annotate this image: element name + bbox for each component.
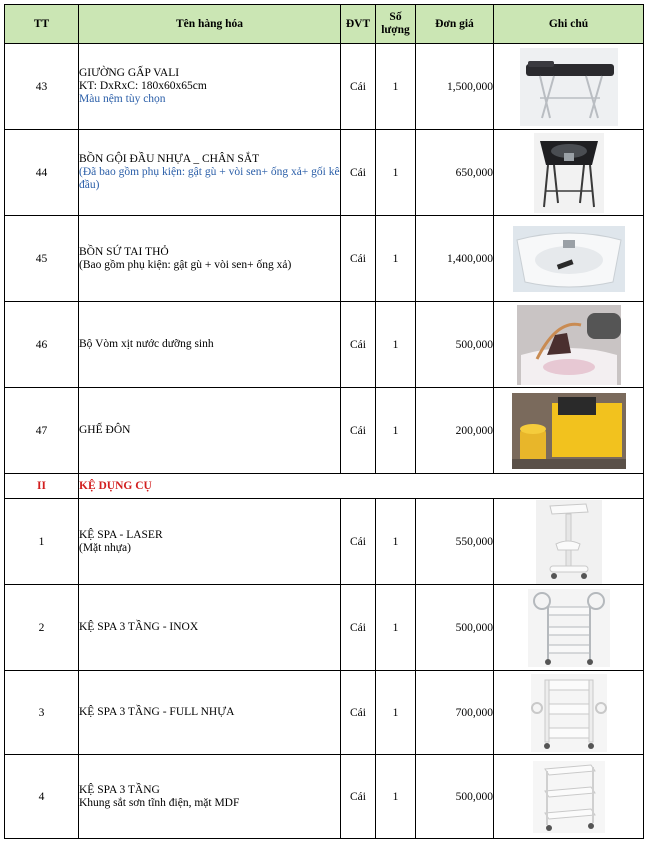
stool-photo bbox=[512, 393, 626, 469]
row-price: 1,400,000 bbox=[416, 216, 494, 302]
table-row bbox=[5, 671, 644, 755]
table-row bbox=[5, 216, 644, 302]
table-row bbox=[5, 44, 644, 130]
row-qty: 1 bbox=[376, 499, 416, 585]
row-tt: 43 bbox=[5, 44, 79, 130]
row-name-cell bbox=[79, 499, 341, 585]
row-name-cell bbox=[79, 44, 341, 130]
table-row bbox=[5, 302, 644, 388]
header-name: Tên hàng hóa bbox=[79, 5, 341, 44]
row-sub: (Đã bao gồm phụ kiện: gật gù + vòi sen+ ống xả+ gối kê đầu) bbox=[79, 166, 340, 191]
row-qty: 1 bbox=[376, 388, 416, 474]
plastic-trolley-photo bbox=[531, 674, 607, 752]
row-qty: 1 bbox=[376, 130, 416, 216]
row-unit: Cái bbox=[341, 671, 376, 755]
row-image-cell bbox=[494, 585, 644, 671]
header-unit: ĐVT bbox=[341, 5, 376, 44]
row-unit: Cái bbox=[341, 585, 376, 671]
header-tt: TT bbox=[5, 5, 79, 44]
row-qty: 1 bbox=[376, 216, 416, 302]
row-tt: 47 bbox=[5, 388, 79, 474]
row-name: GIƯỜNG GẤP VALI bbox=[79, 67, 180, 79]
row-price: 550,000 bbox=[416, 499, 494, 585]
row-name: KỆ SPA - LASER bbox=[79, 528, 163, 541]
row-tt: 3 bbox=[5, 671, 79, 755]
row-image-cell bbox=[494, 216, 644, 302]
row-unit: Cái bbox=[341, 216, 376, 302]
row-qty: 1 bbox=[376, 44, 416, 130]
row-name: Bộ Vòm xịt nước dưỡng sinh bbox=[79, 338, 214, 350]
row-price: 650,000 bbox=[416, 130, 494, 216]
row-unit: Cái bbox=[341, 388, 376, 474]
row-qty: 1 bbox=[376, 755, 416, 839]
row-name-cell bbox=[79, 130, 341, 216]
ceramic-basin-photo bbox=[513, 226, 625, 292]
row-name: KỆ SPA 3 TẦNG - INOX bbox=[79, 621, 199, 633]
row-price: 1,500,000 bbox=[416, 44, 494, 130]
row-image-cell bbox=[494, 302, 644, 388]
table-row bbox=[5, 130, 644, 216]
row-name: BỒN SỨ TAI THỎ bbox=[79, 245, 169, 258]
row-unit: Cái bbox=[341, 302, 376, 388]
row-price: 500,000 bbox=[416, 302, 494, 388]
row-name-cell bbox=[79, 671, 341, 755]
row-image-cell bbox=[494, 755, 644, 839]
row-sub: KT: DxRxC: 180x60x65cm bbox=[79, 80, 207, 92]
section-title: KỆ DỤNG CỤ bbox=[79, 474, 644, 499]
table-row bbox=[5, 499, 644, 585]
row-unit: Cái bbox=[341, 755, 376, 839]
row-tt: 44 bbox=[5, 130, 79, 216]
header-row bbox=[5, 5, 644, 44]
row-qty: 1 bbox=[376, 671, 416, 755]
row-unit: Cái bbox=[341, 499, 376, 585]
row-tt: 46 bbox=[5, 302, 79, 388]
header-note: Ghi chú bbox=[494, 5, 644, 44]
row-price: 500,000 bbox=[416, 585, 494, 671]
row-name: GHẾ ĐÔN bbox=[79, 424, 131, 436]
table-row bbox=[5, 585, 644, 671]
folding-bed-photo bbox=[520, 48, 618, 126]
row-name-cell bbox=[79, 216, 341, 302]
row-sub2: Màu nệm tùy chọn bbox=[79, 93, 166, 105]
inox-trolley-photo bbox=[528, 589, 610, 667]
header-price: Đơn giá bbox=[416, 5, 494, 44]
row-name: KỆ SPA 3 TẦNG bbox=[79, 783, 160, 796]
row-sub: (Mặt nhựa) bbox=[79, 541, 131, 554]
row-price: 700,000 bbox=[416, 671, 494, 755]
row-name-cell bbox=[79, 755, 341, 839]
row-price: 500,000 bbox=[416, 755, 494, 839]
row-qty: 1 bbox=[376, 585, 416, 671]
row-unit: Cái bbox=[341, 130, 376, 216]
row-name: BỒN GỘI ĐẦU NHỰA _ CHÂN SẮT bbox=[79, 153, 260, 165]
price-table bbox=[4, 4, 644, 839]
row-name-cell bbox=[79, 388, 341, 474]
table-row bbox=[5, 755, 644, 839]
row-sub: (Bao gồm phụ kiện: gật gù + vòi sen+ ống xả) bbox=[79, 258, 292, 271]
header-qty: Số lượng bbox=[376, 5, 416, 44]
spray-dome-photo bbox=[517, 305, 621, 385]
row-unit: Cái bbox=[341, 44, 376, 130]
wash-basin-photo bbox=[534, 133, 604, 213]
row-name-cell bbox=[79, 585, 341, 671]
row-sub: Khung sắt sơn tĩnh điện, mặt MDF bbox=[79, 796, 240, 809]
table-row bbox=[5, 388, 644, 474]
row-tt: 1 bbox=[5, 499, 79, 585]
row-tt: 4 bbox=[5, 755, 79, 839]
row-image-cell bbox=[494, 44, 644, 130]
row-qty: 1 bbox=[376, 302, 416, 388]
row-image-cell bbox=[494, 671, 644, 755]
section-row bbox=[5, 474, 644, 499]
row-tt: 2 bbox=[5, 585, 79, 671]
section-tt: II bbox=[5, 474, 79, 499]
row-name-cell bbox=[79, 302, 341, 388]
row-image-cell bbox=[494, 388, 644, 474]
row-price: 200,000 bbox=[416, 388, 494, 474]
row-image-cell bbox=[494, 130, 644, 216]
row-image-cell bbox=[494, 499, 644, 585]
row-name: KỆ SPA 3 TẦNG - FULL NHỰA bbox=[79, 706, 235, 718]
row-tt: 45 bbox=[5, 216, 79, 302]
mdf-trolley-photo bbox=[533, 761, 605, 833]
laser-trolley-photo bbox=[536, 500, 602, 584]
